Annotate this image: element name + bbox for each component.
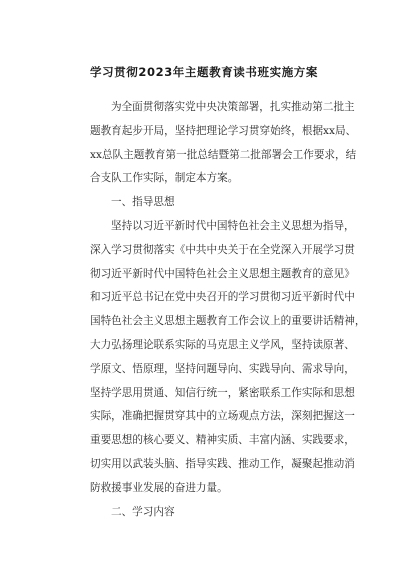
section-heading-guiding-ideology: 一、指导思想 <box>111 196 175 209</box>
document-body <box>90 96 366 524</box>
section1-line: 坚持学思用贯通、知信行统一，紧密联系工作实际和思想 <box>90 386 355 399</box>
section1-line: 切实用以武装头脑、指导实践、推动工作，凝聚起推动消 <box>90 457 355 470</box>
intro-line: 合支队工作实际，制定本方案。 <box>90 172 239 185</box>
intro-line: xx总队主题教育第一批总结暨第二批部署会工作要求，结 <box>90 148 357 161</box>
section-heading-study-content: 二、学习内容 <box>111 505 175 518</box>
section1-line: 坚持以习近平新时代中国特色社会主义思想为指导， <box>111 219 355 232</box>
section1-line: 和习近平总书记在党中央召开的学习贯彻习近平新时代中 <box>90 291 355 304</box>
section1-line: 防救援事业发展的奋进力量。 <box>90 481 228 494</box>
section1-line: 彻习近平新时代中国特色社会主义思想主题教育的意见》 <box>90 267 355 280</box>
intro-line: 题教育起步开局，坚持把理论学习贯穿始终，根据xx局、 <box>90 124 357 137</box>
section1-line: 学原文、悟原理，坚持问题导向、实践导向、需求导向， <box>90 362 355 375</box>
document-title: 学习贯彻2023年主题教育读书班实施方案 <box>89 65 318 79</box>
intro-line: 为全面贯彻落实党中央决策部署，扎实推动第二批主 <box>111 101 355 113</box>
section1-line: 深入学习贯彻落实《中共中央关于在全党深入开展学习贯 <box>90 243 355 256</box>
section1-line: 实际，准确把握贯穿其中的立场观点方法，深刻把握这一 <box>90 410 355 423</box>
section1-line: 重要思想的核心要义、精神实质、丰富内涵、实践要求， <box>90 434 355 447</box>
section1-line: 大力弘扬理论联系实际的马克思主义学风，坚持读原著、 <box>90 338 355 351</box>
section1-line: 国特色社会主义思想主题教育工作会议上的重要讲话精神， <box>90 315 366 328</box>
